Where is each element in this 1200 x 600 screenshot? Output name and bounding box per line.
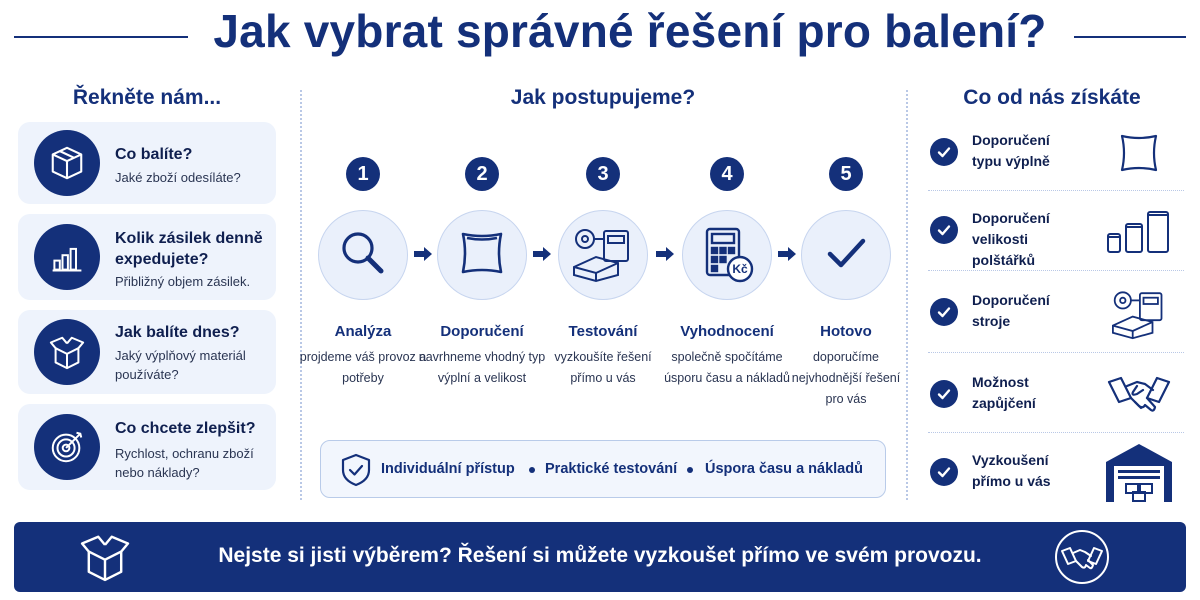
question-text: Kolik zásilek denně expedujete? — [115, 230, 263, 268]
step-3-number: 3 — [586, 157, 620, 191]
check-icon — [930, 138, 958, 166]
question-text: Co balíte? — [115, 146, 193, 163]
bullet-dot — [529, 467, 535, 473]
question-card-what — [18, 122, 276, 204]
shield-check-icon — [341, 453, 371, 492]
step-1-number: 1 — [346, 157, 380, 191]
title-rule-left — [14, 36, 188, 38]
process-heading: Jak postupujeme? — [510, 86, 696, 109]
footer-text: Nejste si jisti výběrem? Řešení si můžete vyzkoušet přímo ve svém provozu. — [218, 544, 982, 567]
step-3-title: Testování — [568, 323, 638, 340]
step-4-circle — [682, 210, 772, 300]
handshake-icon — [1054, 529, 1110, 590]
benefit-item-try — [928, 444, 1184, 508]
open-box-icon — [76, 530, 134, 589]
answer-text: Přibližný objem zásilek. — [115, 274, 251, 289]
check-icon — [930, 216, 958, 244]
step-3-circle — [558, 210, 648, 300]
box-icon — [34, 130, 100, 196]
divider — [928, 432, 1184, 433]
benefit-item-fill-type — [928, 124, 1184, 188]
benefit-item-pillow-size — [928, 202, 1184, 266]
check-icon — [930, 458, 958, 486]
title-rule-right — [1074, 36, 1186, 38]
step-2-desc: navrhneme vhodný typ výplní a velikost — [418, 350, 546, 385]
step-2-circle — [437, 210, 527, 300]
step-5-circle — [801, 210, 891, 300]
benefit-label: Doporučení typu výplně — [972, 132, 1050, 169]
target-icon — [34, 414, 100, 480]
step-1-circle — [318, 210, 408, 300]
divider — [928, 270, 1184, 271]
divider — [928, 190, 1184, 191]
benefit-item-machine — [928, 284, 1184, 348]
bullet-dot — [687, 467, 693, 473]
left-heading: Řekněte nám... — [72, 86, 222, 109]
benefit-label: Vyzkoušení přímo u vás — [972, 452, 1051, 489]
step-4-number: 4 — [710, 157, 744, 191]
page-title: Jak vybrat správné řešení pro balení? — [213, 5, 1047, 57]
benefit-testing: Praktické testování — [545, 461, 678, 477]
step-1-desc: projdeme váš provoz a potřeby — [299, 350, 427, 385]
step-2-number: 2 — [465, 157, 499, 191]
step-5-number: 5 — [829, 157, 863, 191]
currency-badge: Kč — [732, 262, 748, 276]
divider-right — [906, 90, 908, 500]
open-box-icon — [34, 319, 100, 385]
air-pillow-icon — [1096, 124, 1182, 182]
benefit-item-loan — [928, 366, 1184, 430]
benefit-savings: Úspora času a nákladů — [705, 461, 863, 477]
check-icon — [930, 380, 958, 408]
arrow-icon — [532, 246, 552, 262]
divider-left — [300, 90, 302, 500]
title-row — [0, 0, 1200, 70]
benefit-individual: Individuální přístup — [381, 461, 515, 477]
pillow-sizes-icon — [1096, 202, 1182, 260]
step-5-desc: doporučíme nejvhodnější řešení pro vás — [791, 350, 901, 406]
question-text: Co chcete zlepšit? — [115, 420, 256, 437]
benefit-label: Možnost zapůjčení — [972, 374, 1036, 411]
benefit-strip — [320, 440, 886, 498]
benefit-label: Doporučení stroje — [972, 292, 1050, 329]
arrow-icon — [777, 246, 797, 262]
step-2-title: Doporučení — [440, 323, 524, 340]
calculator-icon — [697, 225, 757, 285]
answer-text: Jaké zboží odesíláte? — [115, 170, 241, 185]
arrow-icon — [413, 246, 433, 262]
step-3-desc: vyzkoušíte řešení přímo u vás — [554, 350, 652, 385]
warehouse-icon — [1096, 444, 1182, 502]
question-card-current — [18, 310, 276, 394]
air-pillow-icon — [453, 224, 511, 287]
arrow-icon — [655, 246, 675, 262]
question-text: Jak balíte dnes? — [115, 324, 240, 341]
divider — [928, 352, 1184, 353]
bar-chart-icon — [34, 224, 100, 290]
handshake-icon — [1096, 366, 1182, 424]
magnifier-icon — [335, 225, 391, 286]
benefit-label: Doporučení velikosti polštářků — [972, 210, 1050, 268]
question-card-volume — [18, 214, 276, 300]
checkmark-icon — [821, 228, 871, 283]
check-icon — [930, 298, 958, 326]
packing-machine-icon — [568, 223, 638, 288]
step-4-title: Vyhodnocení — [680, 323, 774, 340]
packing-machine-icon — [1096, 284, 1182, 342]
step-4-desc: společně spočítáme úsporu času a nákladů — [664, 350, 790, 385]
question-card-improve — [18, 404, 276, 490]
answer-text: Rychlost, ochranu zboží nebo náklady? — [115, 446, 254, 480]
answer-text: Jaký výplňový materiál používáte? — [115, 348, 246, 382]
step-5-title: Hotovo — [820, 323, 872, 340]
right-heading: Co od nás získáte — [963, 86, 1141, 109]
step-1-title: Analýza — [334, 323, 392, 340]
footer-banner — [14, 522, 1186, 592]
